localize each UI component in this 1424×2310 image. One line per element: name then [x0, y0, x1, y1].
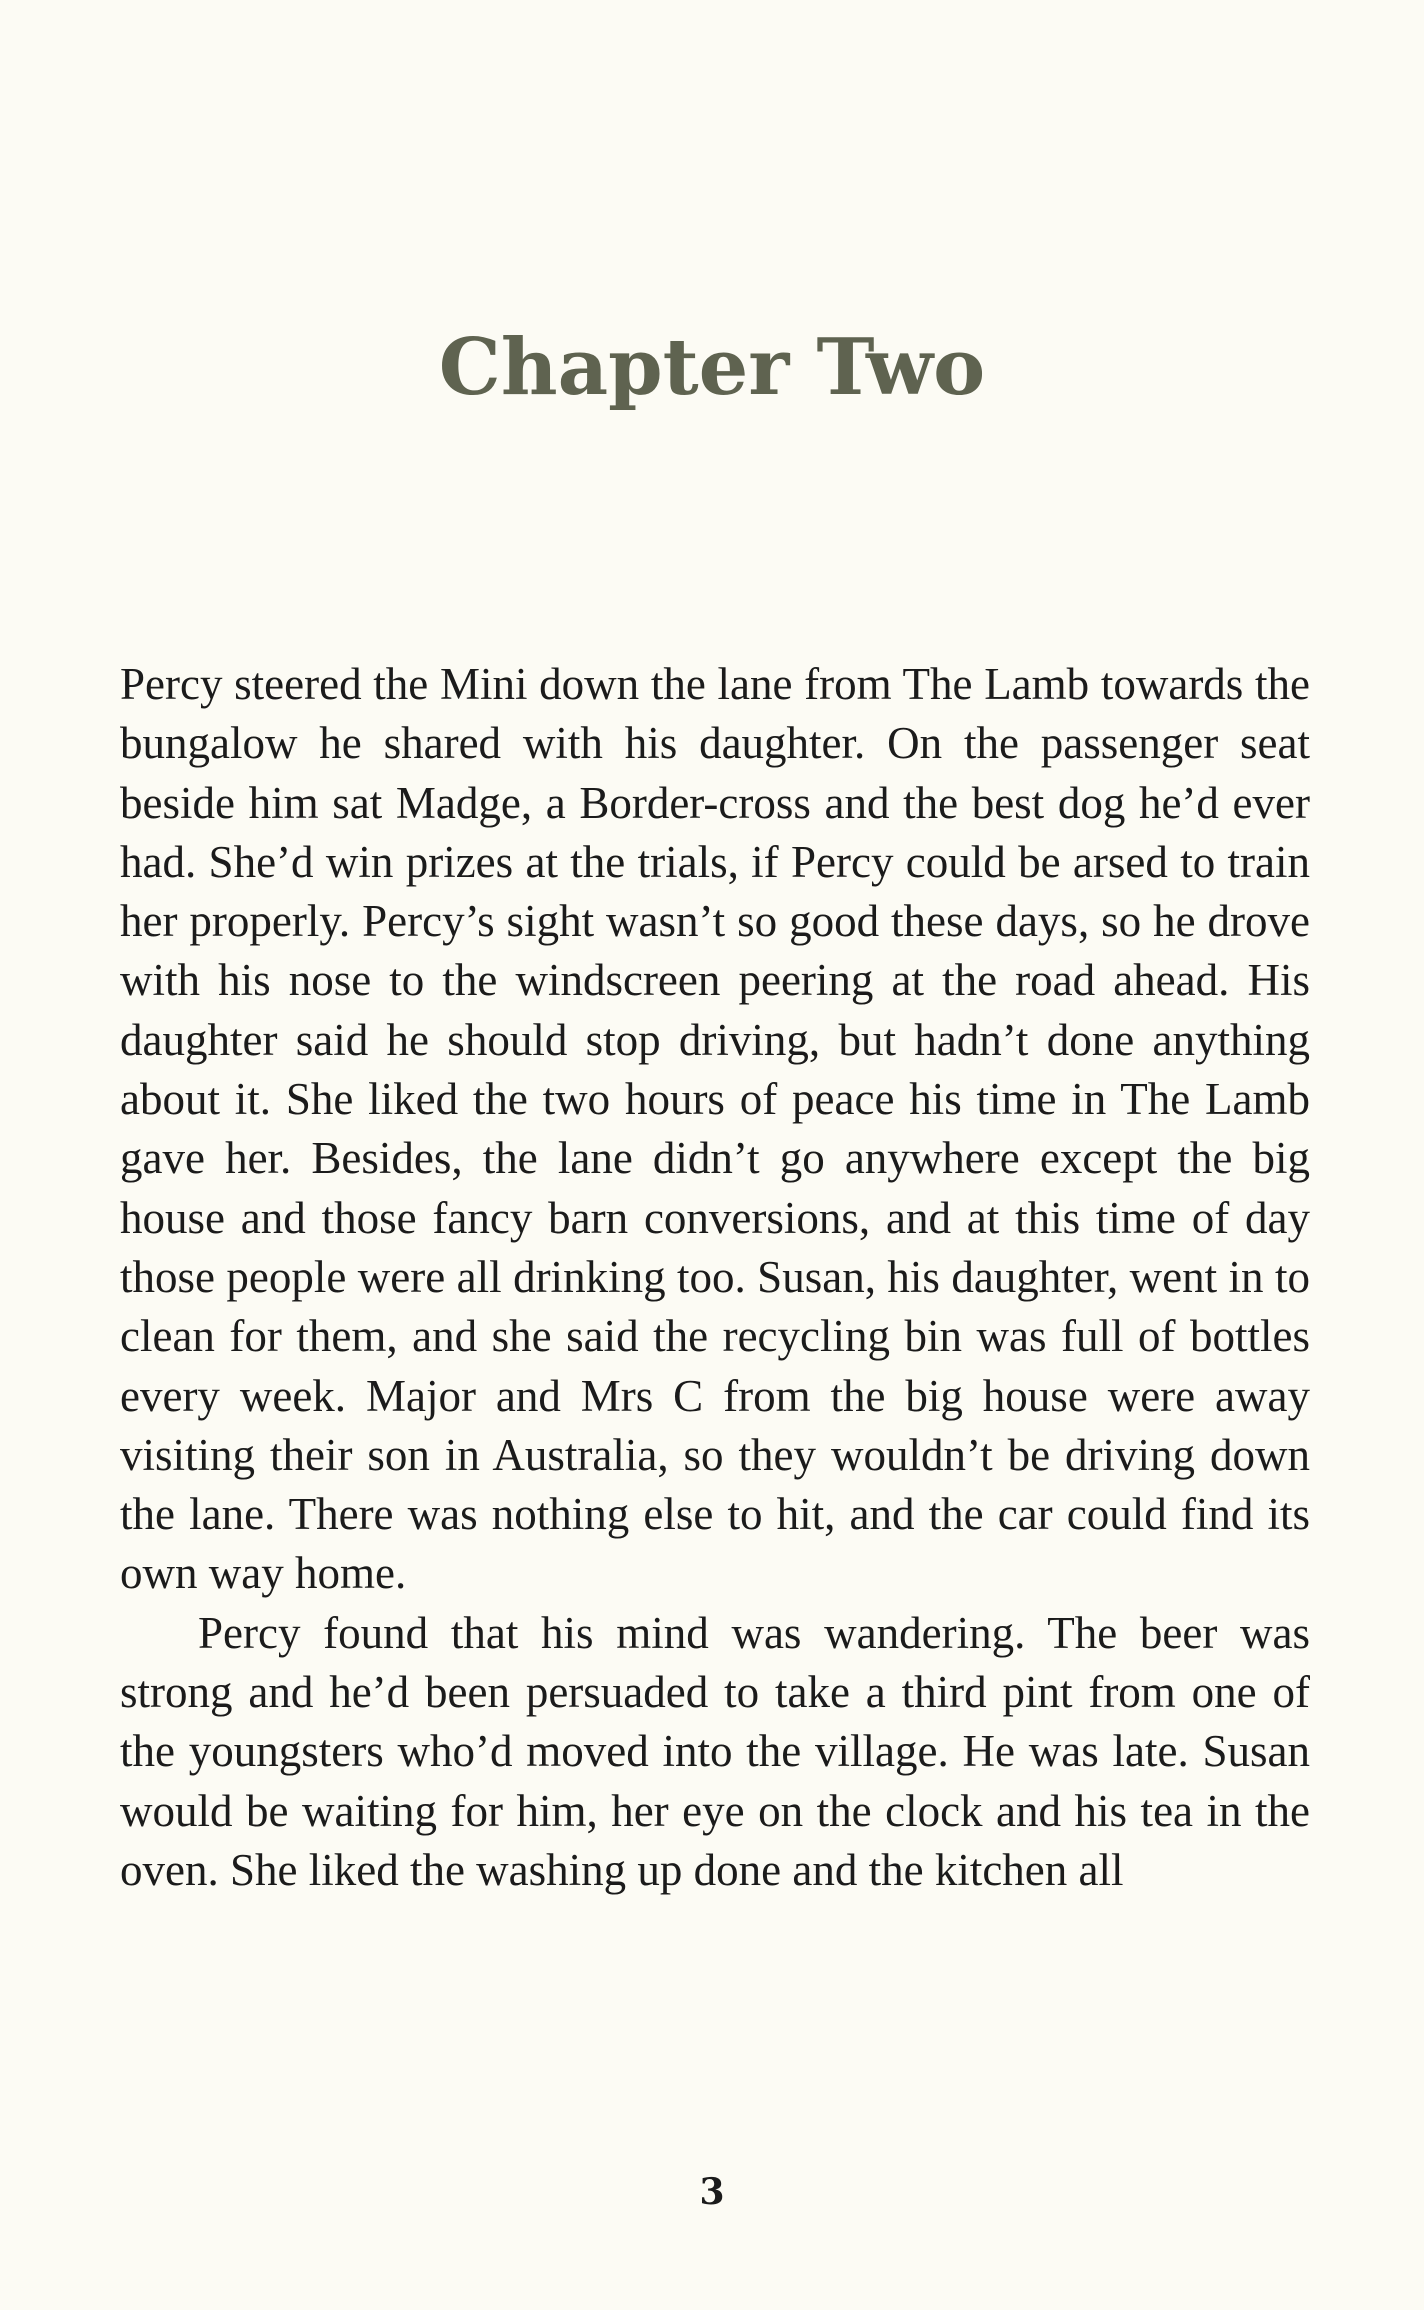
- paragraph-2: Percy found that his mind was wandering. The beer was strong and he’d been persuaded to take a third pint from one of the youngsters who’d moved into the village. He was late. Susan would be waiting for him, her eye on the clock and his tea in the oven. She liked the washing up done and the kitchen all: [120, 1607, 1310, 1895]
- paragraph-1: Percy steered the Mini down the lane from The Lamb towards the bungalow he shared with his daughter. On the passenger seat beside him sat Madge, a Border-cross and the best dog he’d ever had. She’d win prizes at the trials, if Percy could be arsed to train her properly. Percy’s sight wasn’t so good these days, so he drove with his nose to the windscreen peering at the road ahead. His daughter said he should stop driving, but hadn’t done anything about it. She liked the two hours of peace his time in The Lamb gave her. Besides, the lane didn’t go anywhere except the big house and those fancy barn conversions, and at this time of day those people were all drinking too. Susan, his daughter, went in to clean for them, and she said the recycling bin was full of bottles every week. Major and Mrs C from the big house were away visiting their son in Australia, so they wouldn’t be driving down the lane. There was nothing else to hit, and the car could find its own way home.: [120, 659, 1310, 1599]
- page-number: 3: [699, 2171, 725, 2213]
- chapter-title: Chapter Two: [438, 322, 986, 413]
- chapter-body: [120, 655, 1310, 1900]
